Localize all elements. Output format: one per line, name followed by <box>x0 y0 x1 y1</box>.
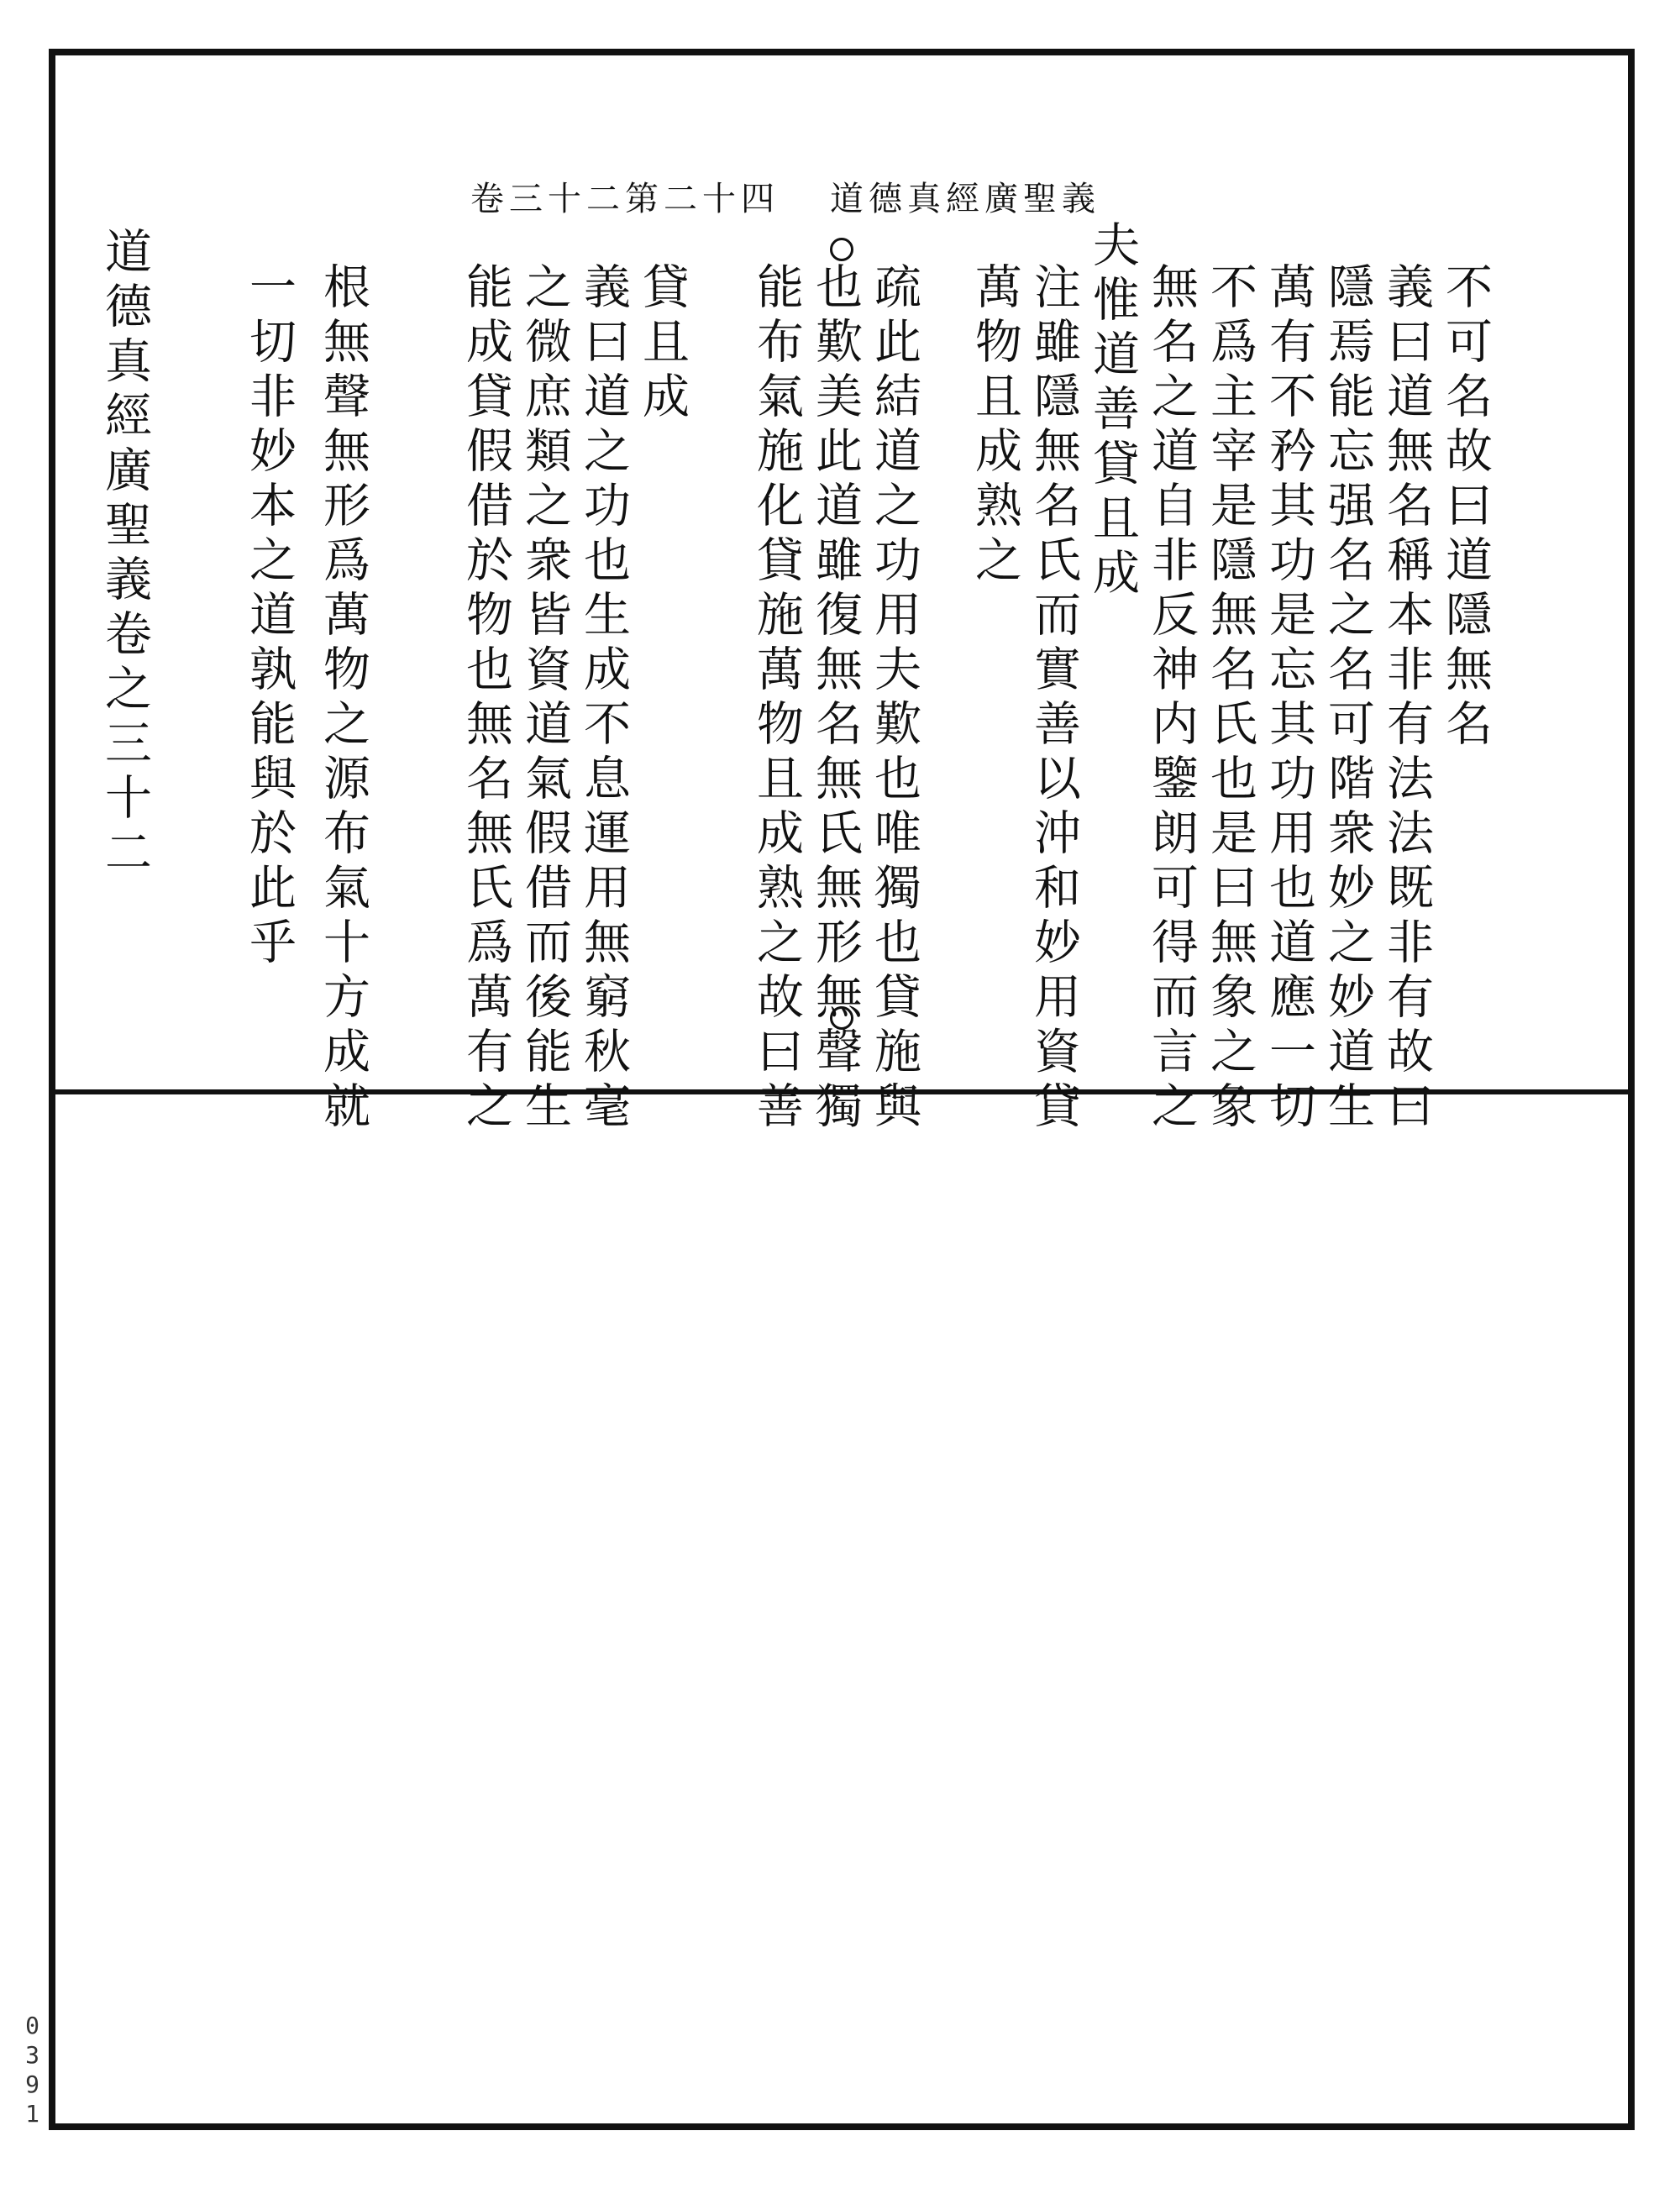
text-column: 不可名故曰道隱無名 <box>1438 262 1493 753</box>
text-column: 萬有不矜其功是忘其功用也道應一切 <box>1262 262 1316 1136</box>
text-column: 不爲主宰是隱無名氏也是曰無象之象 <box>1203 262 1257 1136</box>
text-column: 根無聲無形爲萬物之源布氣十方成就 <box>316 262 370 1136</box>
text-column: 能布氣施化貸施萬物且成熟之故曰善 <box>749 262 804 1136</box>
text-column: 義曰道無名稱本非有法法既非有故曰 <box>1379 262 1434 1136</box>
text-column: 夫惟道善貸且成 <box>1085 220 1140 602</box>
text-column: 無名之道自非反神内鑒朗可得而言之 <box>1144 262 1199 1136</box>
text-column: 義曰道之功也生成不息運用無窮秋毫 <box>576 262 631 1136</box>
text-column: 萬物且成熟之 <box>968 262 1022 590</box>
text-column: 隱焉能忘强名之名可階衆妙之妙道生 <box>1320 262 1375 1136</box>
circle-mark <box>830 238 853 261</box>
page-number: 0391 <box>18 2012 46 2129</box>
header-book-title: 道德真經廣聖義 <box>830 180 1100 218</box>
running-header <box>470 172 1100 220</box>
volume-end-title: 道德真經廣聖義卷之三十二 <box>97 227 152 882</box>
header-volume: 卷三十二第二十四 <box>470 180 780 218</box>
text-column: 疏此結道之功用夫歎也唯獨也貸施與 <box>867 262 921 1136</box>
text-column: 注雖隱無名氏而實善以沖和妙用資貸 <box>1026 262 1081 1136</box>
circle-mark <box>830 1006 853 1030</box>
text-column: 能成貸假借於物也無名無氏爲萬有之 <box>459 262 513 1136</box>
text-column: 貸且成 <box>635 262 690 426</box>
text-column: 一切非妙本之道孰能與於此乎 <box>242 262 297 972</box>
text-column: 也歎美此道雖復無名無氏無形無聲獨 <box>808 262 863 1136</box>
blank-lower-panel <box>55 1094 1628 2123</box>
text-column: 之微庶類之衆皆資道氣假借而後能生 <box>517 262 572 1136</box>
